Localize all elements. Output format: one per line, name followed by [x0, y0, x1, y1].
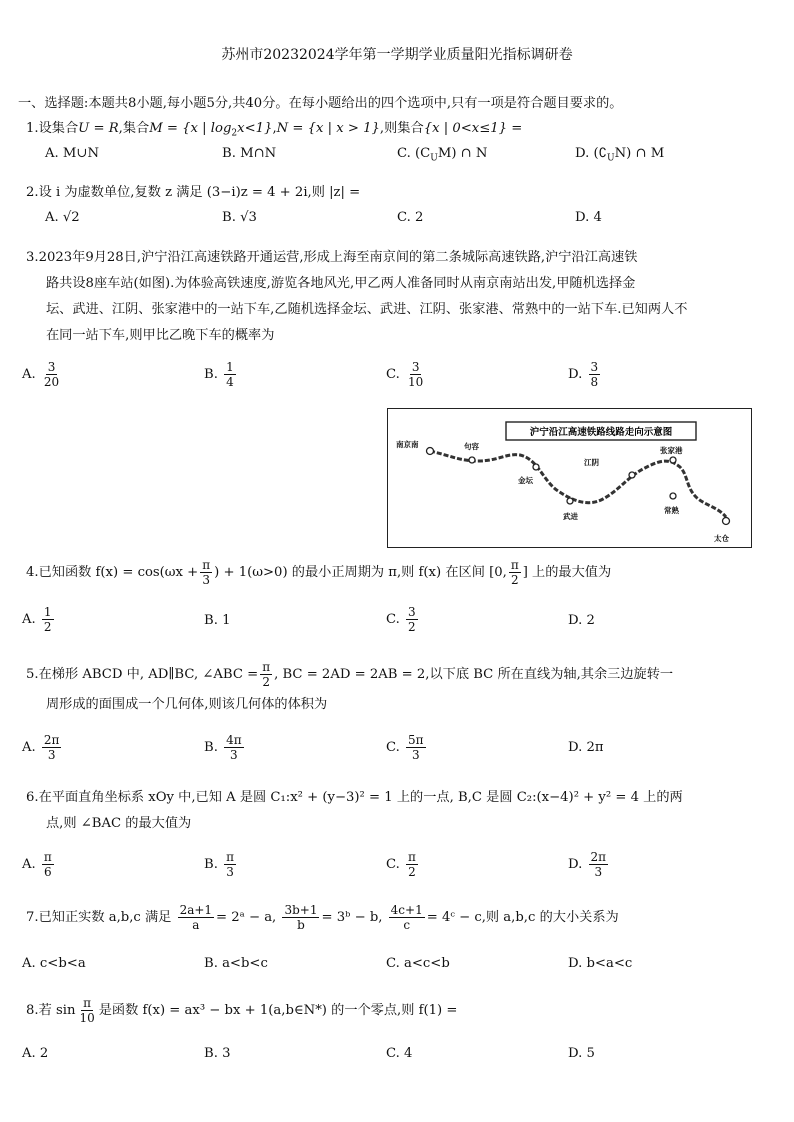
section-heading: 一、选择题:本题共8小题,每小题5分,共40分。在每小题给出的四个选项中,只有一项是符合题目要求的。 [18, 96, 623, 111]
q6-option-b-num: π [226, 850, 234, 864]
q6-option-d-den: 3 [594, 865, 603, 879]
q1-text-c: ,则集合 [379, 121, 424, 136]
q6-option-d-num: 2π [590, 850, 607, 864]
q8-option-a[interactable]: A. 2 [22, 1046, 49, 1061]
q5-option-a-den: 3 [47, 748, 56, 762]
q4-interval-den: 2 [510, 573, 519, 587]
q4-option-b[interactable]: B. 1 [204, 613, 231, 628]
q5-option-b-den: 3 [230, 748, 238, 762]
station-label-nanjingnan: 南京南 [396, 440, 419, 449]
q1-set-m-tail: x<1} [237, 121, 273, 136]
station-dot-taicang [723, 518, 730, 525]
q4-text-b: ) + 1(ω>0) 的最小正周期为 π,则 f(x) 在区间 [0, [214, 565, 507, 580]
q5-option-c-prefix: C. [386, 740, 400, 755]
q7-frac2-num: 3b+1 [284, 903, 318, 917]
q3-option-c-prefix: C. [386, 367, 400, 382]
q2-option-b[interactable]: B. √3 [222, 210, 257, 225]
q6-option-c-num: π [408, 850, 416, 864]
q2-option-c[interactable]: C. 2 [397, 210, 424, 225]
q4-option-a-den: 2 [43, 620, 52, 634]
q6-option-b-prefix: B. [204, 857, 218, 872]
station-label-wujin: 武进 [563, 512, 578, 521]
question-3-line-3: 坛、武进、江阴、张家港中的一站下车,乙随机选择金坛、武进、江阴、张家港、常熟中的一站下车.已知两人不 [46, 302, 688, 317]
q4-option-c-num: 3 [408, 605, 416, 619]
q8-text-b: 是函数 f(x) = ax³ − bx + 1(a,b∈N*) 的一个零点,则 f(1) = [98, 1003, 458, 1018]
q8-option-b[interactable]: B. 3 [204, 1046, 231, 1061]
q3-option-a-prefix: A. [22, 367, 36, 382]
q7-eq1: = 2ᵃ − a, [216, 910, 277, 925]
q4-option-a[interactable] [22, 605, 56, 634]
q4-option-d[interactable]: D. 2 [568, 613, 595, 628]
q3-option-a-num: 3 [47, 360, 56, 374]
q4-option-c-prefix: C. [386, 612, 400, 627]
q6-option-a-num: π [43, 850, 52, 864]
station-dot-jintan [533, 464, 539, 470]
question-7-stem [26, 903, 619, 932]
q1-target: {x | 0<x≤1} = [423, 121, 523, 136]
question-4-stem: 4.已知函数 f(x) = cos(ωx + $\frac{\pi}{3}$ ) + 1(ω>0) 的最小正周期为 π,则 f(x) 在区间 [0, $\frac{\pi}{2}$ ] 上的最大值为 [26, 558, 612, 587]
station-markers [427, 448, 730, 525]
q8-option-d[interactable]: D. 5 [568, 1046, 595, 1061]
q7-option-b[interactable]: B. a<b<c [204, 956, 268, 971]
q4-text-c: ] 上的最大值为 [522, 565, 612, 580]
q7-text-a: 7.已知正实数 a,b,c 满足 [26, 910, 172, 925]
q3-option-c-num: 3 [411, 360, 420, 374]
q3-option-a[interactable] [22, 360, 63, 389]
q3-option-b-den: 4 [226, 375, 234, 389]
q5-option-b-num: 4π [226, 733, 242, 747]
q3-option-b[interactable] [204, 360, 238, 389]
q2-option-a[interactable]: A. √2 [45, 210, 80, 225]
station-dot-zhangjiagang [670, 457, 676, 463]
question-5-line-1: 5.在梯形 ABCD 中, AD∥BC, ∠ABC = $\frac{\pi}{2}$ , BC = 2AD = 2AB = 2,以下底 BC 所在直线为轴,其余三边旋转一 [26, 660, 674, 689]
q1-option-d-text: D. (∁ [575, 146, 608, 161]
station-dot-changshu [670, 493, 676, 499]
question-1-stem: 1.设集合U = R,集合M = {x | $\log_2x<1\},N = \{x$ | x > 1},则集合{x | 0<x≤1} = [26, 121, 523, 139]
q1-set-u: U = R [78, 121, 119, 136]
q8-text-a: 8.若 sin [26, 1003, 76, 1018]
q2-option-d[interactable]: D. 4 [575, 210, 602, 225]
q7-frac1-num: 2a+1 [179, 903, 213, 917]
q1-option-c-text: C. (C [397, 146, 431, 161]
q5-text-a: 5.在梯形 ABCD 中, AD∥BC, ∠ABC = [26, 667, 259, 682]
q5-option-c-den: 3 [411, 748, 420, 762]
station-label-zhangjiagang: 张家港 [660, 446, 683, 455]
q1-text-b: ,集合 [118, 121, 150, 136]
q3-option-d-prefix: D. [568, 367, 583, 382]
q5-option-a-prefix: A. [22, 740, 36, 755]
q4-option-a-prefix: A. [22, 612, 36, 627]
q6-option-b-den: 3 [226, 865, 234, 879]
q6-option-d[interactable] [568, 850, 610, 879]
q7-option-c[interactable]: C. a<c<b [386, 956, 450, 971]
question-8-stem [26, 996, 457, 1025]
station-label-jintan: 金坛 [518, 476, 533, 485]
q6-option-c-den: 2 [408, 865, 416, 879]
q5-text-b: , BC = 2AD = 2AB = 2,以下底 BC 所在直线为轴,其余三边旋转一 [274, 667, 674, 682]
question-5-line-2: 周形成的面围成一个几何体,则该几何体的体积为 [46, 697, 328, 712]
q1-option-c[interactable]: C. $(C_UM)$ ∩ N [397, 146, 488, 164]
q1-option-b[interactable]: B. M∩N [222, 146, 277, 161]
question-6-line-2: 点,则 ∠BAC 的最大值为 [46, 816, 192, 831]
station-label-changshu: 常熟 [664, 506, 679, 515]
q4-frac-pi-num: π [202, 558, 211, 572]
q7-option-d[interactable]: D. b<a<c [568, 956, 633, 971]
q3-option-d-num: 3 [590, 360, 599, 374]
q5-option-a-num: 2π [43, 733, 60, 747]
q7-eq3: = 4ᶜ − c,则 a,b,c 的大小关系为 [426, 910, 619, 925]
q4-option-c[interactable] [386, 605, 420, 634]
q6-option-c-prefix: C. [386, 857, 400, 872]
q5-option-c-num: 5π [408, 733, 424, 747]
q1-option-d[interactable]: D. $(∁_UN)$ ∩ M [575, 146, 665, 164]
q6-option-d-prefix: D. [568, 857, 583, 872]
q6-option-c[interactable] [386, 850, 420, 879]
page-title: 苏州市20232024学年第一学期学业质量阳光指标调研卷 [221, 47, 573, 63]
railway-route-svg [388, 409, 750, 546]
q3-option-d[interactable] [568, 360, 602, 389]
q6-option-a-den: 6 [44, 865, 52, 879]
station-dot-jiangyin [629, 472, 635, 478]
q6-option-a-prefix: A. [22, 857, 36, 872]
q7-frac1-den: a [192, 918, 200, 932]
q5-option-b-prefix: B. [204, 740, 218, 755]
q3-option-d-den: 8 [590, 375, 599, 389]
question-2-stem: 2.设 i 为虚数单位,复数 z 满足 (3−i)z = 4 + 2i,则 |z| = [26, 185, 361, 200]
station-dot-jurong [469, 457, 475, 463]
q4-option-c-den: 2 [408, 620, 416, 634]
question-3-line-2: 路共设8座车站(如图).为体验高铁速度,游览各地风光,甲乙两人准备同时从南京南站出发,甲随机选择金 [46, 276, 636, 291]
station-label-jiangyin: 江阴 [584, 458, 599, 467]
railway-route-map [387, 408, 752, 548]
q1-set-n: N = {x | x > 1} [276, 121, 380, 136]
q3-option-a-den: 20 [43, 375, 60, 389]
map-title: 沪宁沿江高速铁路线路走向示意图 [529, 427, 673, 438]
q3-option-b-prefix: B. [204, 367, 218, 382]
q3-option-c[interactable] [386, 360, 427, 389]
station-label-taicang: 太仓 [714, 534, 729, 543]
q6-option-a[interactable] [22, 850, 56, 879]
q5-option-b[interactable] [204, 733, 246, 762]
q7-eq2: = 3ᵇ − b, [321, 910, 383, 925]
q5-option-d[interactable]: D. 2π [568, 740, 604, 755]
q7-frac3-den: c [403, 918, 411, 932]
q7-frac2-den: b [297, 918, 305, 932]
q5-option-c[interactable] [386, 733, 428, 762]
question-3-line-1: 3.2023年9月28日,沪宁沿江高速铁路开通运营,形成上海至南京间的第二条城际高速铁路,沪宁沿江高速铁 [26, 250, 638, 265]
station-dot-nanjingnan [427, 448, 434, 455]
q8-frac-den: 10 [79, 1011, 95, 1025]
q8-option-c[interactable]: C. 4 [386, 1046, 413, 1061]
q4-option-a-num: 1 [43, 605, 52, 619]
q6-option-b[interactable] [204, 850, 238, 879]
question-3-line-4: 在同一站下车,则甲比乙晚下车的概率为 [46, 328, 275, 343]
q5-option-a[interactable] [22, 733, 63, 762]
q1-text-a: 1.设集合 [26, 121, 79, 136]
q1-option-a[interactable]: A. M∪N [45, 146, 99, 161]
q4-text-a: 4.已知函数 f(x) = cos(ωx + [26, 565, 199, 580]
question-6-line-1: 6.在平面直角坐标系 xOy 中,已知 A 是圆 C₁:x² + (y−3)² = 1 上的一点, B,C 是圆 C₂:(x−4)² + y² = 4 上的两 [26, 790, 683, 805]
q4-frac-pi-den: 3 [202, 573, 211, 587]
q7-frac3-num: 4c+1 [390, 903, 423, 917]
q1-set-m: M = {x | log [149, 121, 232, 136]
q3-option-c-den: 10 [408, 375, 424, 389]
q3-option-b-num: 1 [226, 360, 234, 374]
q8-frac-num: π [83, 996, 92, 1010]
station-label-jurong: 句容 [464, 442, 479, 451]
station-dot-wujin [567, 498, 573, 504]
q7-option-a[interactable]: A. c<b<a [22, 956, 86, 971]
